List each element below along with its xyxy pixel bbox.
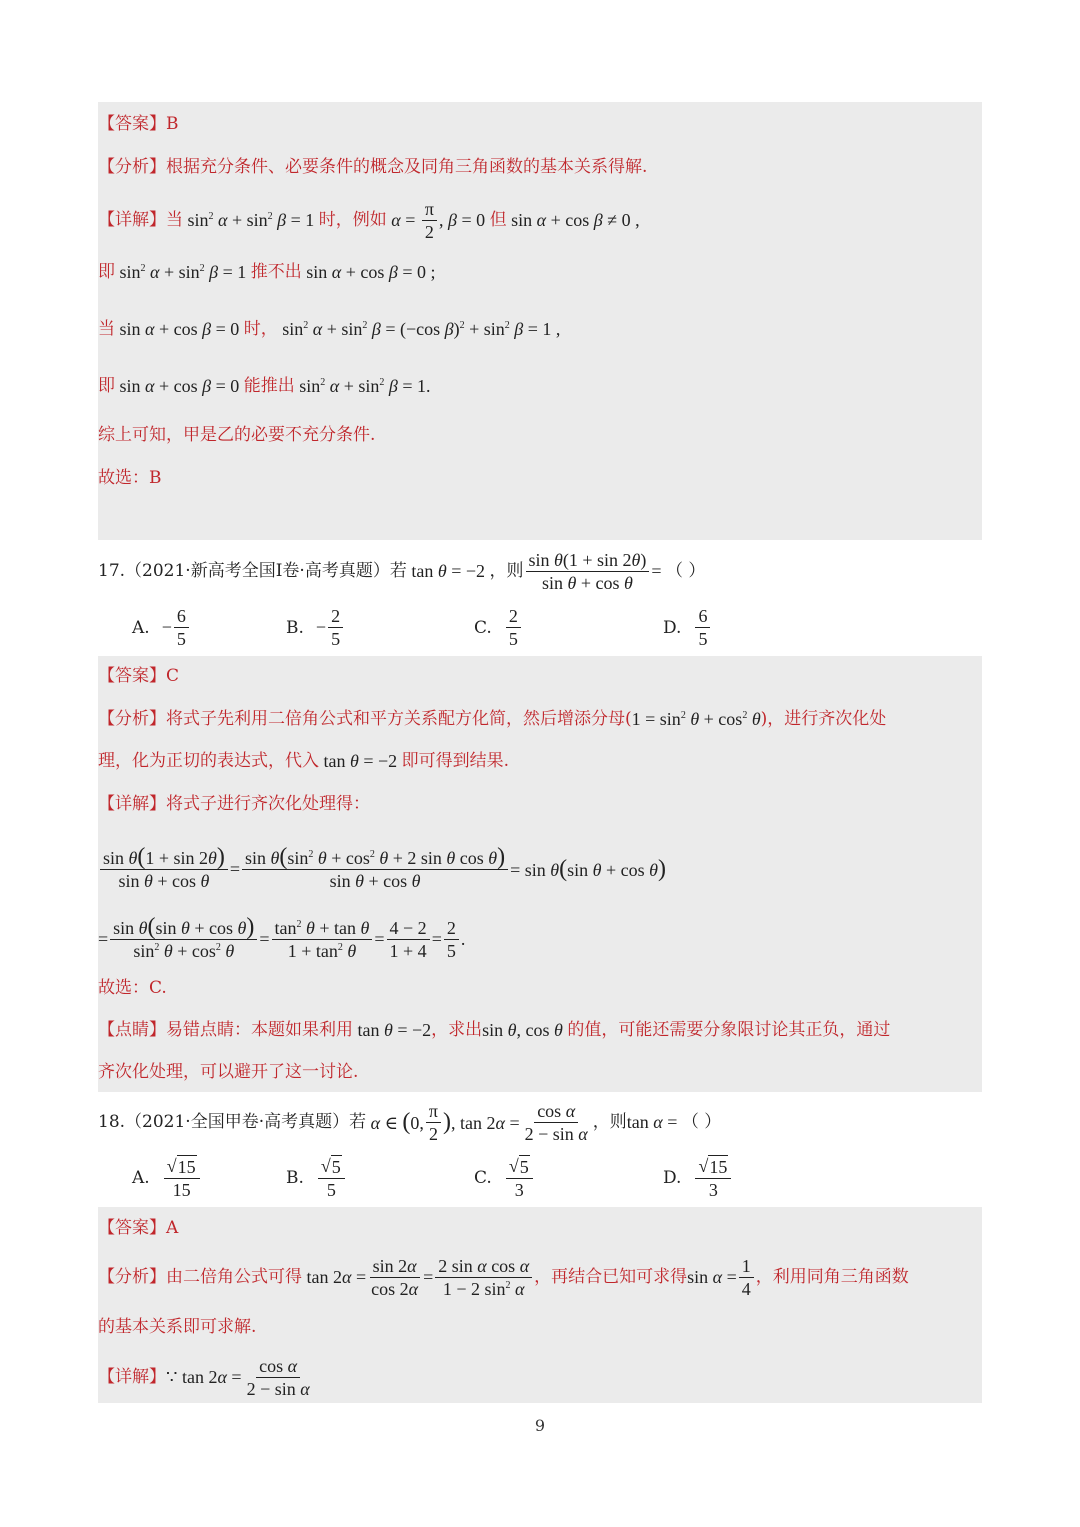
- choice-17: [98, 976, 167, 1000]
- tip-label: 【点睛】: [98, 1020, 166, 1040]
- option-18-c: [474, 1155, 535, 1201]
- denominator: 15: [172, 1180, 191, 1200]
- numerator: 6: [174, 605, 189, 628]
- fraction: $\frac{1}{4}$: [739, 1255, 754, 1300]
- option-18-b: [286, 1155, 347, 1201]
- math-expr: sin α + cos β = 0: [115, 319, 244, 339]
- detail-line-17: [98, 792, 370, 816]
- fraction: $\frac{4 - 2}{1 + 4}$: [387, 917, 430, 962]
- analysis-line-17-2: [98, 749, 509, 773]
- analysis-label: 【分析】: [98, 709, 166, 729]
- denominator: 3: [708, 1180, 718, 1200]
- denominator: 5: [698, 629, 708, 649]
- conclusion-16: [98, 423, 375, 447]
- option-label: A.: [132, 617, 150, 638]
- detail-text: 时，: [243, 319, 278, 339]
- fraction: $\frac{\sin 2\alpha}{\cos 2\alpha}$: [371, 1255, 419, 1299]
- detail-text: 时，例如: [318, 210, 387, 230]
- radicand: 15: [177, 1157, 196, 1177]
- option-label: D.: [663, 1168, 682, 1188]
- analysis-text: 的基本关系即可求解.: [98, 1317, 257, 1337]
- question-source: （2021·全国甲卷·高考真题）若: [125, 1112, 367, 1132]
- math-expr: $\sin^2 \alpha + \sin^2 \beta = 1$: [183, 210, 319, 230]
- math-expr: tan θ = −2: [353, 1020, 432, 1040]
- question-18: [98, 1098, 721, 1146]
- sqrt-symbol: √ 5: [508, 1156, 529, 1177]
- tip-line-17-1: [98, 1018, 890, 1042]
- fraction: [506, 1155, 533, 1201]
- math-expr: =: [423, 1267, 434, 1287]
- answer-line-16: [98, 112, 179, 136]
- math-expr: $\sin^2 \alpha + \sin^2 \beta = (-\cos$ $\beta)^2 + \sin^2 \beta = 1$ ,: [277, 319, 561, 339]
- math-expr: =: [651, 561, 667, 581]
- numerator: 2: [328, 605, 343, 628]
- derivation-line-1: $\frac{\text{sin θ(1 + sin 2θ)}}{\text{sin θ + cos θ}}$ = $\frac{\sin \theta(\sin^2 \theta + \cos^2 \theta + 2 \sin \theta \cos \theta)}{\text{sin θ + cos θ}}$ = sin θ(sin θ + cos θ): [98, 840, 666, 898]
- detail-text: 但: [489, 210, 507, 230]
- fraction: $\frac{\text{sin θ(1 + sin 2θ)}}{\text{sin θ + cos θ}}$: [100, 846, 228, 892]
- page-number: 9: [534, 1416, 546, 1435]
- fraction: [328, 605, 343, 650]
- option-label: D.: [663, 617, 682, 638]
- sqrt-symbol: √ 5: [320, 1156, 341, 1177]
- math-expr: tan α =: [626, 1112, 682, 1132]
- analysis-text: 由二倍角公式可得: [166, 1267, 302, 1287]
- sqrt-symbol: √ 15: [166, 1156, 196, 1177]
- option-18-d: [663, 1155, 733, 1201]
- detail-text: 推不出: [250, 262, 302, 282]
- radicand: 15: [709, 1157, 728, 1177]
- choice-16: [98, 466, 162, 490]
- math-expr: sin α + cos β = 0 ;: [301, 262, 436, 282]
- denominator: 5: [176, 629, 186, 649]
- detail-label: 【详解】: [98, 794, 166, 814]
- tip-text: 易错点睛：本题如果利用: [166, 1020, 353, 1040]
- question-number: 18.: [98, 1112, 126, 1132]
- math-expr: sin α + cos β ≠ 0 ,: [506, 210, 640, 230]
- math-expr: ∵ tan 2α =: [166, 1367, 242, 1387]
- fraction: $\frac{\pi}{2}$: [422, 198, 437, 243]
- derivation-line-2: = $\frac{\text{sin θ(sin θ + cos θ)}}{\sin^2 \theta + \cos^2 \theta}$ = $\frac{\tan^2 \theta + \tan \theta}{1 + \tan^2 \theta}$ = $\frac{4 - 2}{1 + 4}$ = $\frac{2}{5}$ .: [98, 914, 466, 961]
- fraction: [506, 605, 521, 650]
- analysis-line-16: [98, 155, 647, 179]
- analysis-text: 即可得到结果.: [401, 751, 510, 771]
- analysis-text: )，进行齐次化处: [760, 709, 887, 729]
- choice-text: 故选：B: [98, 468, 162, 488]
- radicand: 5: [519, 1157, 529, 1177]
- answer-line-18: [98, 1216, 178, 1240]
- question-number: 17.: [98, 561, 126, 581]
- tip-line-17-2: [98, 1060, 358, 1084]
- math-expr: $\sin^2 \alpha + \sin^2 \beta = 1$: [115, 262, 251, 282]
- tip-text: 齐次化处理，可以避开了这一讨论.: [98, 1062, 359, 1082]
- option-17-b: [286, 605, 345, 650]
- fraction: [164, 1155, 200, 1201]
- answer-value: C: [166, 666, 180, 686]
- fraction: [318, 1155, 345, 1201]
- answer-blank: （ ）: [681, 1112, 722, 1132]
- analysis-line-17-1: [98, 707, 886, 731]
- fraction: $\frac{\tan^2 \theta + \tan \theta}{1 + \tan^2 \theta}$: [272, 917, 373, 962]
- fraction: $\frac{\pi}{2}$: [426, 1100, 441, 1145]
- tip-text: ，求出: [431, 1020, 483, 1040]
- detail-text: 将式子进行齐次化处理得：: [166, 794, 370, 814]
- math-expr: ), tan 2α =: [443, 1108, 520, 1135]
- numerator: 6: [695, 605, 710, 628]
- option-17-c: [474, 605, 523, 650]
- option-label: C.: [474, 1168, 492, 1188]
- denominator: 5: [508, 629, 518, 649]
- analysis-text: 理，化为正切的表达式，代入: [98, 751, 319, 771]
- analysis-label: 【分析】: [98, 1267, 166, 1287]
- detail-label: 【详解】: [98, 1367, 166, 1387]
- option-label: C.: [474, 617, 492, 638]
- math-expr: tan θ = −2: [319, 751, 402, 771]
- fraction: $\frac{\text{cos α}}{\text{2 − sin α}}$: [524, 1100, 588, 1144]
- answer-blank: （ ）: [666, 561, 706, 581]
- detail-line-16-1: [98, 200, 640, 240]
- denominator: 5: [326, 1180, 336, 1200]
- option-17-d: [663, 605, 712, 650]
- fraction: [695, 605, 710, 650]
- fraction: $\frac{2}{5}$: [444, 917, 459, 962]
- question-source: （2021·新高考全国I卷·高考真题）若: [125, 561, 407, 581]
- detail-text: 能推出: [243, 376, 295, 396]
- fraction: $\frac{\text{sin θ(1 + sin 2θ)}}{\text{sin θ + cos θ}}$: [526, 549, 650, 594]
- option-label: B.: [286, 1168, 304, 1188]
- option-label: B.: [286, 617, 304, 638]
- answer-value: A: [166, 1218, 179, 1238]
- detail-text: 即: [98, 376, 115, 396]
- math-expr: α ∈ (0,: [370, 1108, 424, 1135]
- answer-value: B: [166, 114, 179, 134]
- math-expr: sin α =: [687, 1267, 737, 1287]
- analysis-text: 根据充分条件、必要条件的概念及同角三角函数的基本关系得解.: [166, 157, 648, 177]
- detail-line-16-4: [98, 374, 431, 398]
- analysis-text: ，利用同角三角函数: [755, 1267, 909, 1287]
- detail-text: 当: [166, 210, 183, 230]
- sqrt-symbol: √ 15: [698, 1156, 728, 1177]
- answer-label: 【答案】: [98, 1218, 166, 1238]
- option-label: A.: [132, 1168, 150, 1188]
- math-expr: α =: [391, 210, 420, 230]
- analysis-text: 将式子先利用二倍角公式和平方关系配方化简，然后增添分母(: [166, 709, 632, 729]
- answer-label: 【答案】: [98, 114, 166, 134]
- fraction: [174, 605, 189, 650]
- radicand: 5: [331, 1157, 341, 1177]
- math-expr: $\sin^2 \alpha + \sin^2 \beta = 1$.: [294, 376, 431, 396]
- tip-text: 的值，可能还需要分象限讨论其正负，通过: [567, 1020, 891, 1040]
- option-sign: −: [161, 617, 172, 637]
- question-text: ，则: [489, 561, 524, 581]
- conclusion-text: 综上可知，甲是乙的必要不充分条件.: [98, 425, 376, 445]
- detail-line-16-3: [98, 317, 560, 341]
- analysis-text: ，再结合已知可求得: [534, 1267, 688, 1287]
- choice-text: 故选：C.: [98, 978, 167, 998]
- analysis-line-18-1: [98, 1253, 909, 1301]
- math-expr: tan 2α =: [302, 1267, 367, 1287]
- fraction: $\frac{\text{cos α}}{\text{2 − sin α}}$: [246, 1355, 310, 1399]
- denominator: 5: [331, 629, 341, 649]
- option-17-a: [132, 605, 191, 650]
- numerator: 2: [506, 605, 521, 628]
- option-sign: −: [315, 617, 327, 637]
- math-expr: sin α + cos β = 0: [115, 376, 244, 396]
- detail-line-16-2: [98, 260, 436, 284]
- fraction: $\frac{\sin \theta(\sin^2 \theta + \cos^2 \theta + 2 \sin \theta \cos \theta)}{\text{sin θ + cos θ}}$: [242, 846, 508, 892]
- option-18-a: [132, 1155, 202, 1201]
- detail-line-18: [98, 1353, 315, 1401]
- math-expr: sin θ, cos θ: [482, 1020, 563, 1040]
- math-expr: $1 = \sin^2 \theta + \cos^2 \theta$: [631, 709, 761, 729]
- fraction: $\frac{\text{sin θ(sin θ + cos θ)}}{\sin^2 \theta + \cos^2 \theta}$: [110, 916, 257, 962]
- fraction: [695, 1155, 731, 1201]
- answer-label: 【答案】: [98, 666, 166, 686]
- answer-line-17: [98, 664, 179, 688]
- math-expr: , β = 0: [438, 210, 490, 230]
- question-17: [98, 548, 705, 594]
- detail-text: 即: [98, 262, 115, 282]
- analysis-line-18-2: [98, 1315, 256, 1339]
- question-text: ，则: [592, 1112, 627, 1132]
- fraction: $\frac{\text{2 sin α cos α}}{1 - 2 \sin^2 \alpha}$: [435, 1255, 532, 1300]
- detail-label: 【详解】: [98, 210, 166, 230]
- math-expr: tan θ = −2: [406, 561, 490, 581]
- detail-text: 当: [98, 319, 115, 339]
- analysis-label: 【分析】: [98, 157, 166, 177]
- denominator: 3: [514, 1180, 524, 1200]
